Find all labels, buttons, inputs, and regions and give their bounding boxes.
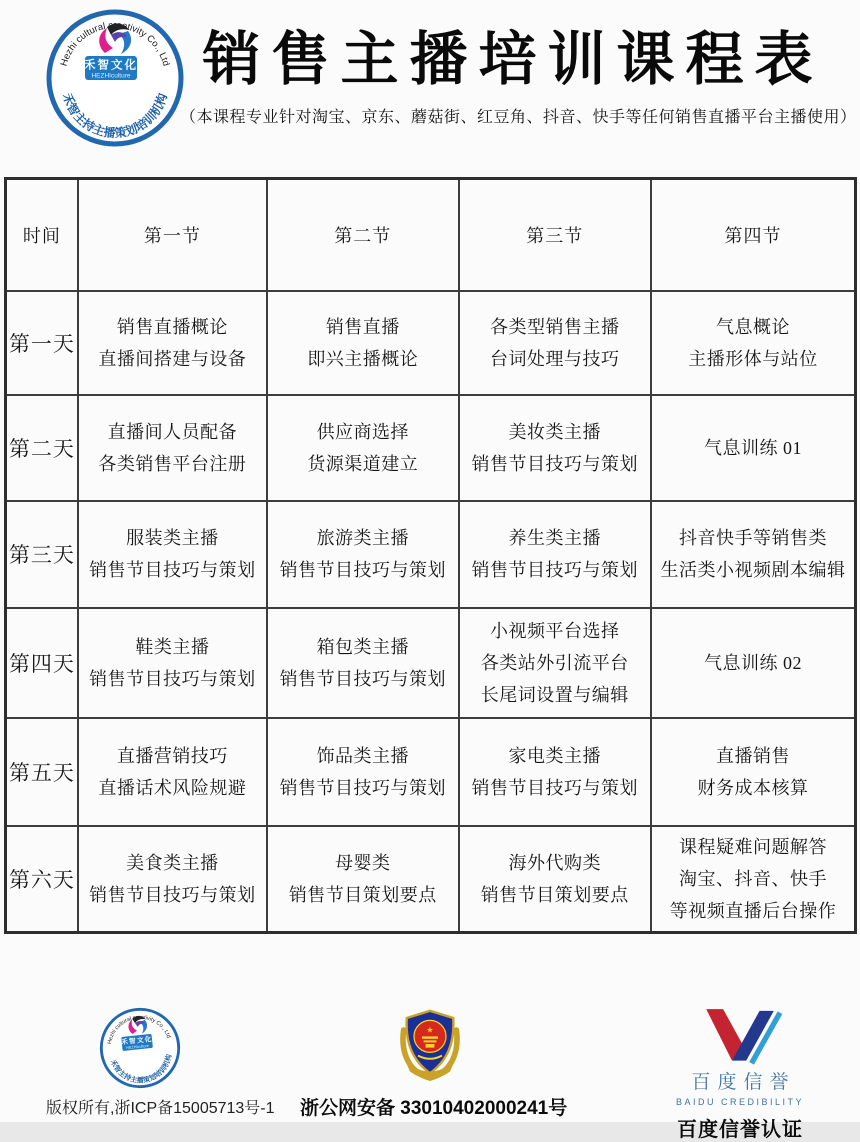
- course-cell: [78, 608, 267, 718]
- course-line: 淘宝、抖音、快手: [678, 868, 827, 889]
- day-label: 第六天: [6, 826, 78, 933]
- course-cell: [267, 718, 458, 826]
- col-header-lesson-3: 第三节: [459, 179, 651, 291]
- course-line: 各类销售平台注册: [98, 453, 247, 474]
- course-cell: [651, 291, 856, 395]
- baidu-credibility-cn: 百度信誉: [691, 1072, 796, 1093]
- day-label: 第二天: [6, 395, 78, 501]
- course-cell: [267, 291, 458, 395]
- course-line: 服装类主播: [126, 528, 219, 548]
- copyright-text: 版权所有,浙ICP备15005713号-1: [46, 1100, 275, 1117]
- police-filing-link[interactable]: 浙公网安备 33010402000241号: [300, 1098, 568, 1119]
- course-cell: [78, 395, 267, 501]
- course-line: 销售节目技巧与策划: [89, 884, 256, 905]
- course-line: 生活类小视频剧本编辑: [660, 560, 846, 580]
- course-line: 销售节目技巧与策划: [471, 777, 638, 798]
- course-line: 箱包类主播: [316, 636, 410, 657]
- course-cell: [651, 608, 856, 718]
- course-line: 等视频直播后台操作: [669, 900, 837, 921]
- course-line: 各类站外引流平台: [480, 652, 629, 673]
- course-line: 课程疑难问题解答: [678, 836, 827, 857]
- col-header-lesson-1: 第一节: [78, 179, 267, 291]
- course-line: 直播销售: [715, 745, 790, 766]
- course-line: 销售节目技巧与策划: [279, 777, 447, 798]
- course-line: 抖音快手等销售类: [678, 528, 827, 548]
- course-cell: [459, 608, 651, 718]
- course-cell: [267, 826, 458, 933]
- day-label: 第五天: [6, 718, 78, 826]
- day-label: 第三天: [6, 501, 78, 608]
- course-line: 气息概论: [715, 316, 790, 337]
- schedule-table: [4, 177, 857, 934]
- baidu-credibility-en: BAIDU CREDIBILITY: [675, 1097, 805, 1107]
- course-line: 美妆类主播: [508, 421, 601, 442]
- course-line: 各类型销售主播: [490, 316, 620, 337]
- course-line: 长尾词设置与编辑: [480, 684, 629, 705]
- course-line: 气息训练 02: [703, 652, 802, 673]
- course-line: 销售节目技巧与策划: [89, 560, 256, 580]
- table-row: [6, 826, 856, 933]
- course-cell: [651, 826, 856, 933]
- course-cell: [651, 501, 856, 608]
- police-badge-icon: [394, 1004, 466, 1088]
- course-line: 销售节目技巧与策划: [471, 453, 638, 474]
- course-line: 主播形体与站位: [688, 348, 818, 369]
- course-line: 销售直播: [325, 316, 400, 337]
- course-line: 销售节目策划要点: [480, 884, 629, 905]
- header: [180, 12, 857, 127]
- course-cell: [78, 501, 267, 608]
- header-row: [6, 179, 856, 291]
- table-row: [6, 501, 856, 608]
- course-cell: [78, 826, 267, 933]
- course-line: 直播间人员配备: [107, 421, 238, 442]
- table-row: [6, 291, 856, 395]
- schedule-table-head: [6, 179, 856, 291]
- course-cell: [459, 501, 651, 608]
- course-cell: [78, 718, 267, 826]
- day-label: 第一天: [6, 291, 78, 395]
- baidu-v-icon: [692, 1002, 788, 1066]
- course-line: 海外代购类: [508, 852, 601, 873]
- hezhi-logo: [45, 8, 185, 148]
- course-line: 财务成本核算: [697, 777, 809, 798]
- course-line: 鞋类主播: [135, 636, 210, 657]
- course-cell: [459, 718, 651, 826]
- course-line: 货源渠道建立: [307, 453, 419, 474]
- course-line: 销售直播概论: [116, 316, 228, 337]
- col-header-time: 时间: [6, 179, 78, 291]
- table-row: [6, 608, 856, 718]
- schedule-table-body: [6, 291, 856, 933]
- hezhi-logo-footer: [95, 1003, 185, 1093]
- course-line: 直播营销技巧: [116, 745, 228, 766]
- course-line: 销售节目策划要点: [288, 884, 437, 905]
- course-line: 销售节目技巧与策划: [89, 668, 256, 689]
- course-line: 台词处理与技巧: [490, 348, 620, 369]
- course-line: 销售节目技巧与策划: [279, 668, 447, 689]
- course-cell: [78, 291, 267, 395]
- course-line: 销售节目技巧与策划: [471, 560, 638, 580]
- table-row: [6, 395, 856, 501]
- course-line: 即兴主播概论: [307, 348, 419, 369]
- course-line: 直播间搭建与设备: [98, 348, 247, 369]
- course-line: 直播话术风险规避: [98, 777, 247, 798]
- course-cell: [459, 826, 651, 933]
- day-label: 第四天: [6, 608, 78, 718]
- baidu-credibility-block[interactable]: [655, 1002, 825, 1142]
- course-line: 母婴类: [335, 852, 391, 873]
- course-line: 小视频平台选择: [490, 620, 620, 641]
- course-cell: [459, 395, 651, 501]
- course-line: 气息训练 01: [703, 437, 802, 458]
- course-line: 销售节目技巧与策划: [279, 560, 447, 580]
- course-line: 供应商选择: [316, 421, 410, 442]
- course-line: 美食类主播: [126, 852, 219, 873]
- course-cell: [267, 395, 458, 501]
- baidu-certified-caption: 百度信誉认证: [677, 1119, 803, 1141]
- col-header-lesson-2: 第二节: [267, 179, 458, 291]
- course-cell: [651, 395, 856, 501]
- course-cell: [267, 501, 458, 608]
- course-cell: [459, 291, 651, 395]
- col-header-lesson-4: 第四节: [651, 179, 856, 291]
- course-cell: [267, 608, 458, 718]
- course-cell: [651, 718, 856, 826]
- course-line: 家电类主播: [508, 745, 601, 766]
- course-line: 养生类主播: [508, 528, 601, 548]
- table-row: [6, 718, 856, 826]
- course-line: 饰品类主播: [316, 745, 410, 766]
- page-subtitle: （本课程专业针对淘宝、京东、蘑菇街、红豆角、抖音、快手等任何销售直播平台主播使用）: [180, 109, 857, 126]
- page-title: 销售主播培训课程表: [202, 27, 824, 92]
- course-line: 旅游类主播: [316, 528, 410, 548]
